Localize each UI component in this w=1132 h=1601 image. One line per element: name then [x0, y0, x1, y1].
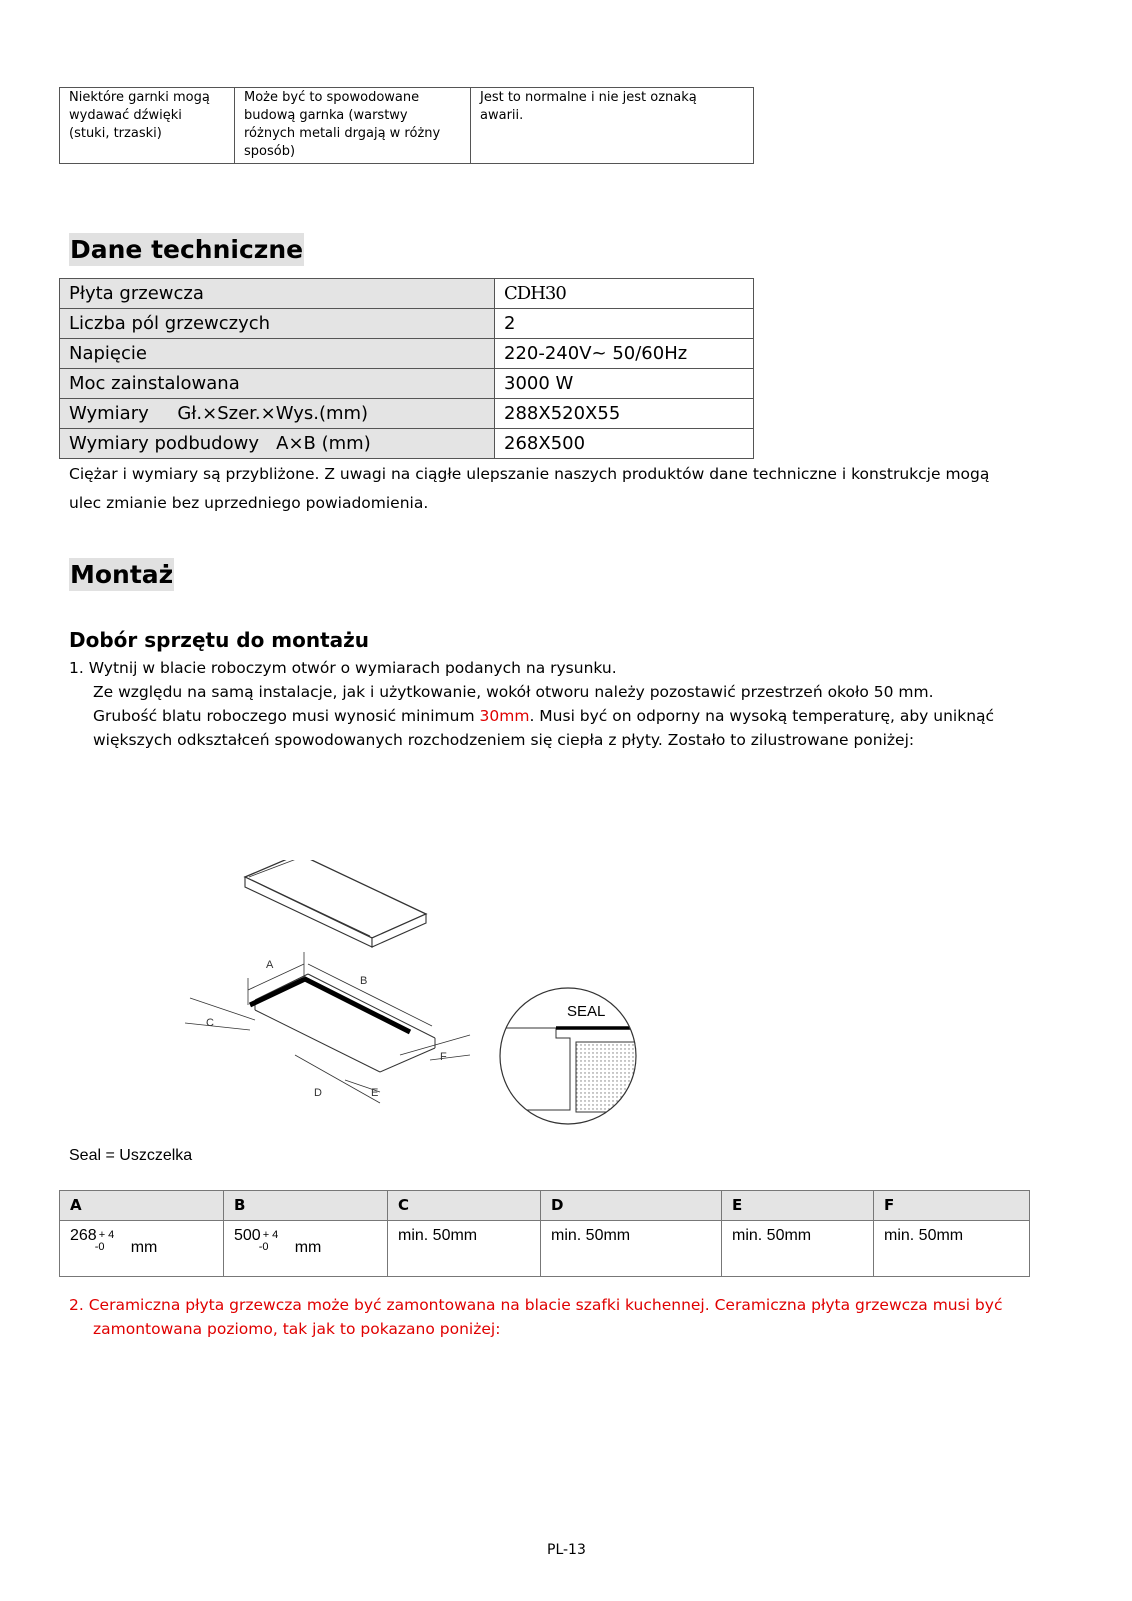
tech-key: Płyta grzewcza	[60, 279, 495, 309]
label-c: C	[206, 1017, 214, 1029]
step2-line-1: 2. Ceramiczna płyta grzewcza może być zamontowana na blacie szafki kuchennej. Ceramiczna płyta grzewcza musi być	[69, 1296, 1003, 1314]
tolerance-plus: + 4	[262, 1229, 279, 1241]
tech-key: Wymiary Gł.×Szer.×Wys.(mm)	[60, 399, 495, 429]
cell-line: Może być to spowodowane	[244, 90, 420, 105]
header-d: D	[541, 1191, 722, 1221]
value-d: min. 50mm	[541, 1221, 722, 1277]
cell-line: Niektóre garnki mogą	[69, 90, 210, 105]
header-e: E	[722, 1191, 874, 1221]
value-e: min. 50mm	[722, 1221, 874, 1277]
page-number: PL-13	[547, 1542, 586, 1558]
table-row	[60, 429, 754, 459]
instruction-line-4: większych odkształceń spowodowanych rozchodzeniem się ciepła z płyty. Zostało to zilustrowane poniżej:	[93, 731, 915, 749]
table-cell	[471, 88, 754, 164]
cutout-drawing	[185, 952, 470, 1103]
tech-value: CDH30	[495, 279, 754, 309]
troubleshooting-table	[59, 87, 754, 164]
table-row	[60, 88, 754, 164]
label-a: A	[266, 959, 274, 971]
value-b	[224, 1221, 388, 1277]
tech-value: 3000 W	[495, 369, 754, 399]
cell-line: sposób)	[244, 144, 296, 159]
value-c: min. 50mm	[388, 1221, 541, 1277]
header-f: F	[874, 1191, 1030, 1221]
header-a: A	[60, 1191, 224, 1221]
step2-line-2: zamontowana poziomo, tak jak to pokazano poniżej:	[93, 1320, 501, 1338]
tech-data-table	[59, 278, 754, 459]
text-span: . Musi być on odporny na wysoką temperaturę, aby uniknąć	[529, 707, 995, 725]
instruction-line-2: Ze względu na samą instalacje, jak i użytkowanie, wokół otworu należy pozostawić przestrzeń około 50 mm.	[93, 683, 934, 701]
cell-line: (stuki, trzaski)	[69, 126, 162, 141]
tech-key: Moc zainstalowana	[60, 369, 495, 399]
table-cell	[60, 88, 235, 164]
tech-key: Liczba pól grzewczych	[60, 309, 495, 339]
hob-plate-drawing	[245, 860, 426, 947]
instruction-line-3	[93, 704, 994, 728]
label-f: F	[440, 1051, 447, 1063]
value-number: 500	[234, 1227, 261, 1244]
section-heading-montaz: Montaż	[70, 560, 174, 589]
installation-diagram	[180, 860, 660, 1140]
tech-value: 2	[495, 309, 754, 339]
value-f: min. 50mm	[874, 1221, 1030, 1277]
subheading: Dobór sprzętu do montażu	[69, 628, 370, 652]
table-row	[60, 339, 754, 369]
table-cell	[235, 88, 471, 164]
cell-line: awarii.	[480, 108, 524, 123]
tech-key: Wymiary podbudowy A×B (mm)	[60, 429, 495, 459]
cell-line: wydawać dźwięki	[69, 108, 182, 123]
table-header-row	[60, 1191, 1030, 1221]
cell-line: budową garnka (warstwy	[244, 108, 408, 123]
seal-caption: Seal = Uszczelka	[69, 1147, 193, 1164]
tech-note-line-1: Ciężar i wymiary są przybliżone. Z uwagi na ciągłe ulepszanie naszych produktów dane techniczne i konstrukcje mogą	[69, 465, 990, 483]
value-number: 268	[70, 1227, 97, 1244]
tech-value: 268X500	[495, 429, 754, 459]
header-b: B	[224, 1191, 388, 1221]
unit: mm	[130, 1239, 158, 1256]
table-row	[60, 309, 754, 339]
header-c: C	[388, 1191, 541, 1221]
table-row	[60, 1221, 1030, 1277]
dimensions-table	[59, 1190, 1030, 1277]
unit: mm	[294, 1239, 322, 1256]
tolerance	[94, 1227, 121, 1253]
tolerance-minus: -0	[258, 1241, 269, 1253]
tech-note-line-2: ulec zmianie bez uprzedniego powiadomienia.	[69, 494, 429, 512]
table-row	[60, 279, 754, 309]
cell-line: różnych metali drgają w różny	[244, 126, 441, 141]
highlight-min-thickness: 30mm	[479, 707, 530, 725]
cell-line: Jest to normalne i nie jest oznaką	[480, 90, 697, 105]
label-d: D	[314, 1087, 322, 1099]
tech-value: 288X520X55	[495, 399, 754, 429]
instruction-line-1: 1. Wytnij w blacie roboczym otwór o wymiarach podanych na rysunku.	[69, 659, 617, 677]
tolerance-plus: + 4	[98, 1229, 115, 1241]
seal-detail	[500, 1028, 656, 1112]
label-seal: SEAL	[567, 1003, 606, 1020]
table-row	[60, 369, 754, 399]
label-b: B	[360, 975, 368, 987]
section-heading-tech: Dane techniczne	[70, 235, 304, 264]
value-a	[60, 1221, 224, 1277]
tech-value: 220-240V~ 50/60Hz	[495, 339, 754, 369]
text-span: Grubość blatu roboczego musi wynosić minimum	[93, 707, 480, 725]
tolerance	[258, 1227, 285, 1253]
tolerance-minus: -0	[94, 1241, 105, 1253]
tech-key: Napięcie	[60, 339, 495, 369]
table-row	[60, 399, 754, 429]
label-e: E	[371, 1087, 379, 1099]
